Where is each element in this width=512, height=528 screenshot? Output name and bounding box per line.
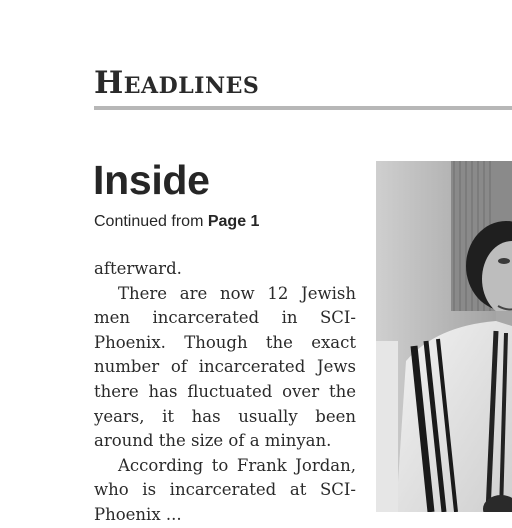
body-paragraph: According to Frank Jordan, who is incarcerated at SCI-Phoenix ... [94,455,356,524]
article-title: Inside [93,157,210,203]
body-paragraph: afterward. [94,259,182,278]
section-divider [94,106,512,110]
continued-page-link: Page 1 [207,213,260,230]
section-header: Headlines [94,65,260,101]
continued-line [94,212,259,232]
continued-prefix: Continued from [94,213,208,230]
article-photo [376,161,512,512]
article-body [94,257,356,528]
body-paragraph: There are now 12 Jewish men incarcerated in SCI-Phoenix. Though the exact number of incarcerated Jews there has fluctuated over the years, it has usually been around the size of a minyan. [94,283,356,451]
